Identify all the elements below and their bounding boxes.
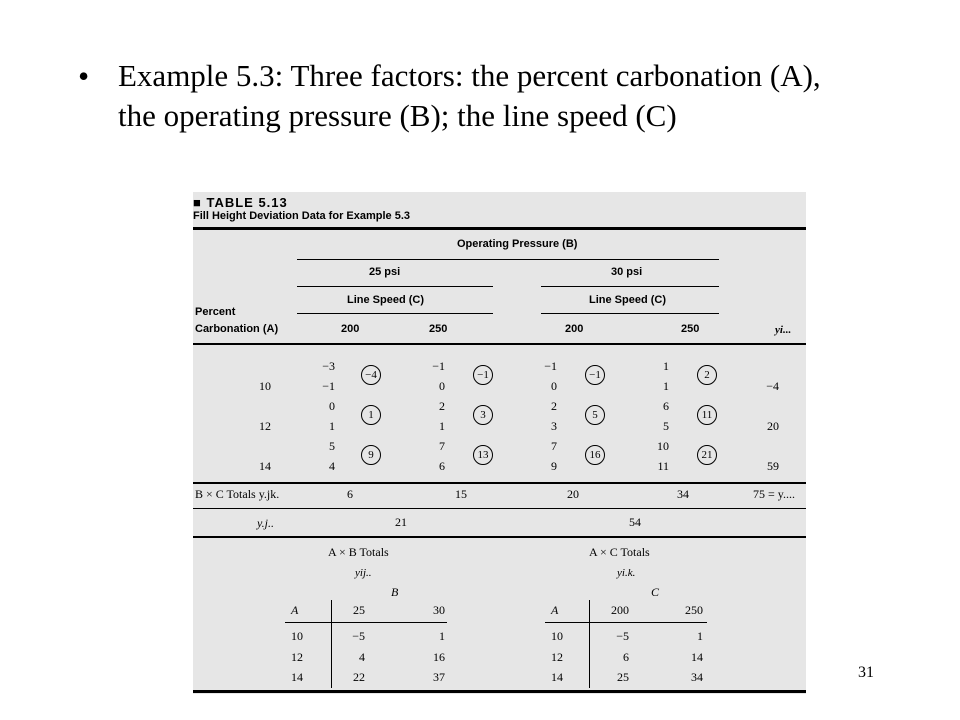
ab-value: 22 <box>353 670 365 684</box>
ab-header-rule <box>285 622 447 623</box>
table-bottom-rule <box>193 690 806 693</box>
cell: 1 <box>329 419 335 433</box>
ab-row-label: 12 <box>291 650 303 664</box>
bc-totals-label: B × C Totals y.jk. <box>195 487 280 501</box>
table-number-text: TABLE 5.13 <box>206 195 288 210</box>
table-title: Fill Height Deviation Data for Example 5.3 <box>193 210 410 222</box>
yj-label: y.j.. <box>257 516 274 530</box>
ac-value: 6 <box>623 650 629 664</box>
speed-250-header-25: 250 <box>429 323 448 335</box>
bullet-text: Example 5.3: Three factors: the percent carbonation (A), the operating pressure (B); the line speed (C) <box>118 58 821 133</box>
yj-value: 21 <box>395 515 407 529</box>
circled-sum: 9 <box>361 445 381 465</box>
yj-value: 54 <box>629 515 641 529</box>
ac-col-header: 200 <box>611 603 629 617</box>
yj-rule <box>193 536 806 538</box>
ac-factor: C <box>651 585 660 599</box>
pressure-25-header: 25 psi <box>369 266 401 278</box>
bc-total: 34 <box>677 487 689 501</box>
ac-col-header: 250 <box>685 603 703 617</box>
cell: 1 <box>663 359 669 373</box>
line-speed-header-25: Line Speed (C) <box>347 294 425 306</box>
circled-sum: 16 <box>585 445 605 465</box>
yi-value: 59 <box>767 459 779 473</box>
ab-col-header: 25 <box>353 603 365 617</box>
ac-row-label: 14 <box>551 670 563 684</box>
ac-title: A × C Totals <box>589 545 650 559</box>
table-number: ■ TABLE 5.13 <box>193 195 288 210</box>
circled-sum: 13 <box>473 445 493 465</box>
yi-header: yi... <box>775 324 792 336</box>
speed-rule-25 <box>297 286 493 287</box>
ac-value: 34 <box>691 670 703 684</box>
cell: 1 <box>663 379 669 393</box>
carbonation-label: Carbonation (A) <box>195 323 279 335</box>
cell: 0 <box>551 379 557 393</box>
bc-total: 20 <box>567 487 579 501</box>
ac-row-label: 12 <box>551 650 563 664</box>
speed-200-header-25: 200 <box>341 323 360 335</box>
cell: 11 <box>657 459 669 473</box>
circled-sum: −4 <box>361 365 381 385</box>
line-speed-header-30: Line Speed (C) <box>589 294 667 306</box>
cell: 10 <box>657 439 669 453</box>
row-label-14: 14 <box>259 459 271 473</box>
circled-sum: 11 <box>697 405 717 425</box>
data-bottom-rule <box>193 482 806 484</box>
ab-divider <box>331 600 332 688</box>
speed-sub-rule-30 <box>541 313 719 314</box>
ac-value: 1 <box>697 629 703 643</box>
ac-header-rule <box>545 622 707 623</box>
ab-symbol: yij.. <box>355 567 372 579</box>
cell: −1 <box>432 359 445 373</box>
ab-col-header: 30 <box>433 603 445 617</box>
ab-value: −5 <box>352 629 365 643</box>
ab-title: A × B Totals <box>328 545 389 559</box>
row-label-12: 12 <box>259 419 271 433</box>
speed-rule-30 <box>541 286 719 287</box>
circled-sum: 21 <box>697 445 717 465</box>
cell: 7 <box>439 439 445 453</box>
ac-row-label: 10 <box>551 629 563 643</box>
ac-value: 14 <box>691 650 703 664</box>
ac-value: −5 <box>616 629 629 643</box>
ab-row-label: 14 <box>291 670 303 684</box>
ab-row-label: 10 <box>291 629 303 643</box>
circled-sum: −1 <box>585 365 605 385</box>
circled-sum: −1 <box>473 365 493 385</box>
bc-total: 15 <box>455 487 467 501</box>
cell: −1 <box>544 359 557 373</box>
yi-value: 20 <box>767 419 779 433</box>
bc-rule <box>193 508 806 509</box>
ac-value: 25 <box>617 670 629 684</box>
pressure-rule <box>297 259 719 260</box>
ac-divider <box>589 600 590 688</box>
op-pressure-header: Operating Pressure (B) <box>457 238 578 250</box>
cell: 4 <box>329 459 335 473</box>
cell: 0 <box>439 379 445 393</box>
header-bottom-rule <box>193 343 806 345</box>
row-label-10: 10 <box>259 379 271 393</box>
cell: −3 <box>322 359 335 373</box>
ac-col-a: A <box>551 603 559 617</box>
top-rule <box>193 227 806 230</box>
ab-value: 1 <box>439 629 445 643</box>
cell: −1 <box>322 379 335 393</box>
cell: 1 <box>439 419 445 433</box>
cell: 2 <box>439 399 445 413</box>
grand-total: 75 = y.... <box>753 487 795 501</box>
cell: 6 <box>663 399 669 413</box>
cell: 0 <box>329 399 335 413</box>
ab-value: 37 <box>433 670 445 684</box>
circled-sum: 5 <box>585 405 605 425</box>
ab-factor: B <box>391 585 399 599</box>
speed-250-header-30: 250 <box>681 323 700 335</box>
data-table <box>193 192 806 694</box>
cell: 6 <box>439 459 445 473</box>
speed-200-header-30: 200 <box>565 323 584 335</box>
circled-sum: 3 <box>473 405 493 425</box>
ab-col-a: A <box>291 603 299 617</box>
pressure-30-header: 30 psi <box>611 266 643 278</box>
ab-value: 16 <box>433 650 445 664</box>
cell: 9 <box>551 459 557 473</box>
cell: 7 <box>551 439 557 453</box>
speed-sub-rule-25 <box>297 313 493 314</box>
yi-value: −4 <box>766 379 779 393</box>
ab-value: 4 <box>359 650 365 664</box>
page-number: 31 <box>858 664 874 681</box>
bullet-symbol: • <box>78 58 90 94</box>
ac-symbol: yi.k. <box>617 567 636 579</box>
cell: 5 <box>663 419 669 433</box>
cell: 5 <box>329 439 335 453</box>
circled-sum: 1 <box>361 405 381 425</box>
bc-total: 6 <box>347 487 353 501</box>
cell: 3 <box>551 419 557 433</box>
percent-label: Percent <box>195 306 236 318</box>
cell: 2 <box>551 399 557 413</box>
circled-sum: 2 <box>697 365 717 385</box>
